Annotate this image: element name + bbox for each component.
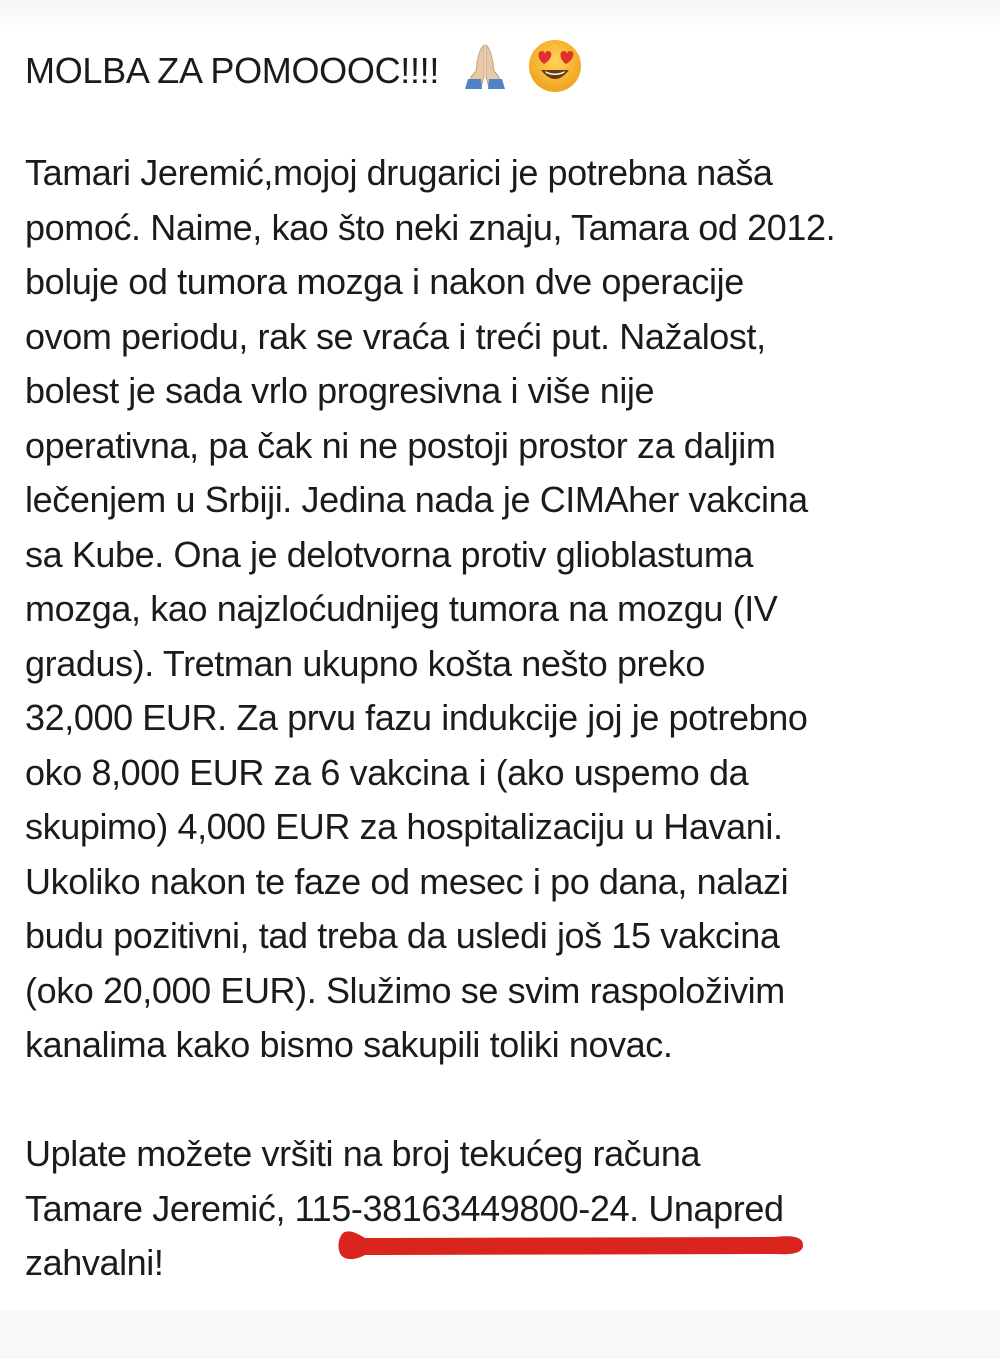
body-line: lečenjem u Srbiji. Jedina nada je CIMAher vakcina xyxy=(25,479,808,520)
top-fade xyxy=(0,0,1000,30)
body-line: (oko 20,000 EUR). Služimo se svim raspoloživim xyxy=(25,969,785,1011)
body-line: ovom periodu, rak se vraća i treći put. Nažalost, xyxy=(25,315,766,357)
red-marker-underline xyxy=(335,1227,807,1263)
heart-eyes-emoji-icon xyxy=(527,38,583,109)
payment-recipient: Tamare Jeremić, xyxy=(25,1187,295,1229)
body-line: bolest je sada vrlo progresivna i više nije xyxy=(25,370,655,411)
body-line: operativna, pa čak ni ne postoji prostor za daljim xyxy=(25,424,776,466)
body-line: budu pozitivni, tad treba da usledi još 15 vakcina xyxy=(25,915,780,956)
body-line: gradus). Tretman ukupno košta nešto preko xyxy=(25,642,705,684)
body-line: kanalima kako bismo sakupili toliki novac. xyxy=(25,1024,673,1065)
folded-hands-icon xyxy=(455,41,515,106)
body-line: Ukoliko nakon te faze od mesec i po dana, nalazi xyxy=(25,860,789,902)
payment-line-suffix: . Unapred xyxy=(629,1187,784,1229)
body-line: oko 8,000 EUR za 6 vakcina i (ako uspemo da xyxy=(25,751,749,793)
body-line: 32,000 EUR. Za prvu fazu indukcije joj je potrebno xyxy=(25,697,808,738)
body-line: mozga, kao najzloćudnijeg tumora na mozgu (IV xyxy=(25,588,778,629)
body-line: pomoć. Naime, kao što neki znaju, Tamara od 2012. xyxy=(25,206,836,248)
closing-line: zahvalni! xyxy=(25,1242,164,1283)
post-title: MOLBA ZA POMOOOC!!!! xyxy=(25,50,440,92)
post-title-row xyxy=(25,38,583,109)
bank-account-number: 115-38163449800-24 xyxy=(294,1187,630,1229)
paragraph-gap xyxy=(25,1073,985,1128)
payment-line: Uplate možete vršiti na broj tekućeg računa xyxy=(25,1133,701,1174)
body-line: boluje od tumora mozga i nakon dve operacije xyxy=(25,261,744,302)
footer-band xyxy=(0,1310,1000,1359)
body-line: Tamari Jeremić,mojoj drugarici je potrebna naša xyxy=(25,152,773,193)
post-body xyxy=(25,146,985,1291)
body-line: skupimo) 4,000 EUR za hospitalizaciju u Havani. xyxy=(25,806,783,847)
body-line: sa Kube. Ona je delotvorna protiv glioblastuma xyxy=(25,533,754,575)
